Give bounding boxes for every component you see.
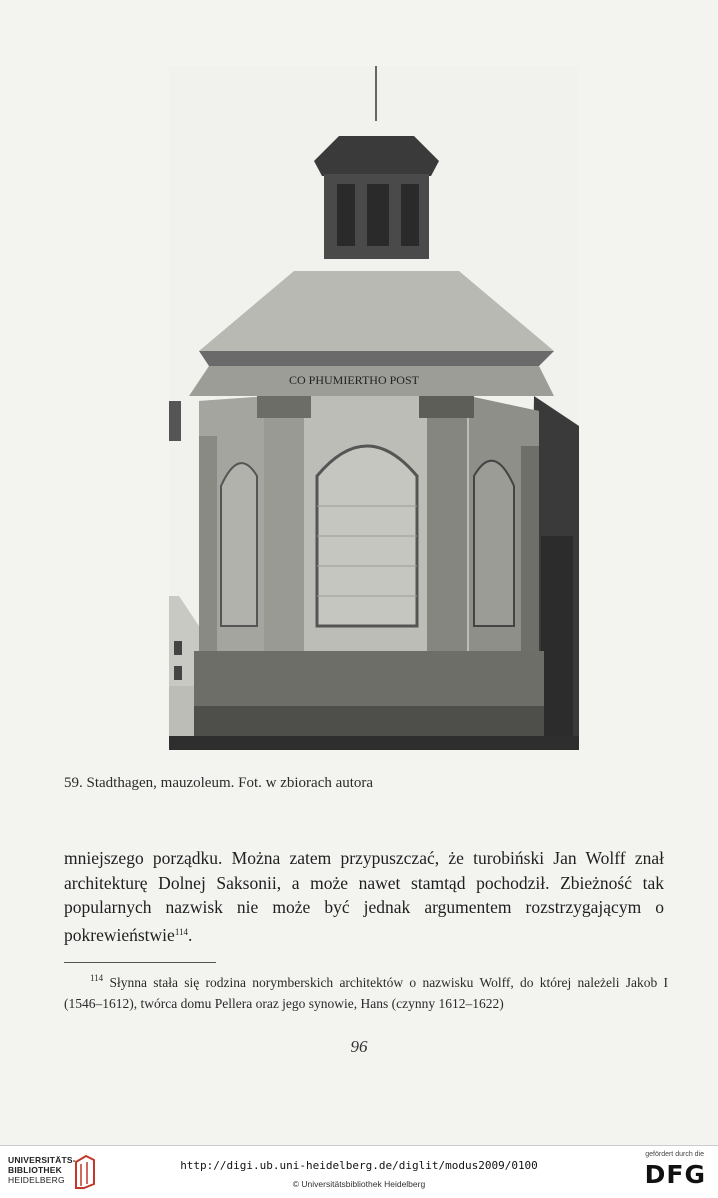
- figure-caption: 59. Stadthagen, mauzoleum. Fot. w zbiorach autora: [64, 775, 374, 791]
- digitization-footer: [0, 1145, 718, 1198]
- footnote-divider: [64, 962, 216, 963]
- body-text: mniejszego porządku. Można zatem przypuszczać, że turobiński Jan Wolff znał architekturę Dolnej Saksonii, a może nawet stamtąd pochodził. Zbieżność tak popularnych nazwisk nie może być jednak argumentem rozstrzygającym o pokrewieństwie: [64, 848, 664, 945]
- dfg-logo[interactable]: DFG: [644, 1160, 706, 1189]
- library-name-line2: BIBLIOTHEK: [8, 1165, 62, 1175]
- footnote: [64, 968, 668, 1014]
- inscription-text: CO PHUMIERTHO POST: [289, 373, 419, 387]
- body-paragraph: mniejszego porządku. Można zatem przypuszczać, że turobiński Jan Wolff znał architekturę Dolnej Saksonii, a może nawet stamtąd pochodził. Zbieżność tak popularnych nazwisk nie może być jednak argumentem rozstrzygającym o pokrewieństwie$^{114}$.: [64, 848, 664, 945]
- library-name-line3: HEIDELBERG: [8, 1175, 65, 1185]
- footnote-reference[interactable]: 114: [174, 926, 188, 937]
- funded-by-label: gefördert durch die: [645, 1151, 704, 1158]
- mausoleum-photograph: [169, 66, 579, 750]
- library-name-line1: UNIVERSITÄTS-: [8, 1155, 76, 1165]
- footnote-number: 114: [90, 973, 104, 983]
- permalink-url[interactable]: http://digi.ub.uni-heidelberg.de/diglit/modus2009/0100: [180, 1159, 538, 1172]
- copyright-notice: © Universitätsbibliothek Heidelberg: [292, 1179, 426, 1189]
- footnote-text: Słynna stała się rodzina norymberskich architektów o nazwisku Wolff, do której należeli Jakob I (1546–1612), twórca domu Pellera oraz jego synowie, Hans (czynny 1612–1622): [64, 975, 668, 1011]
- page-number: 96: [350, 1037, 368, 1056]
